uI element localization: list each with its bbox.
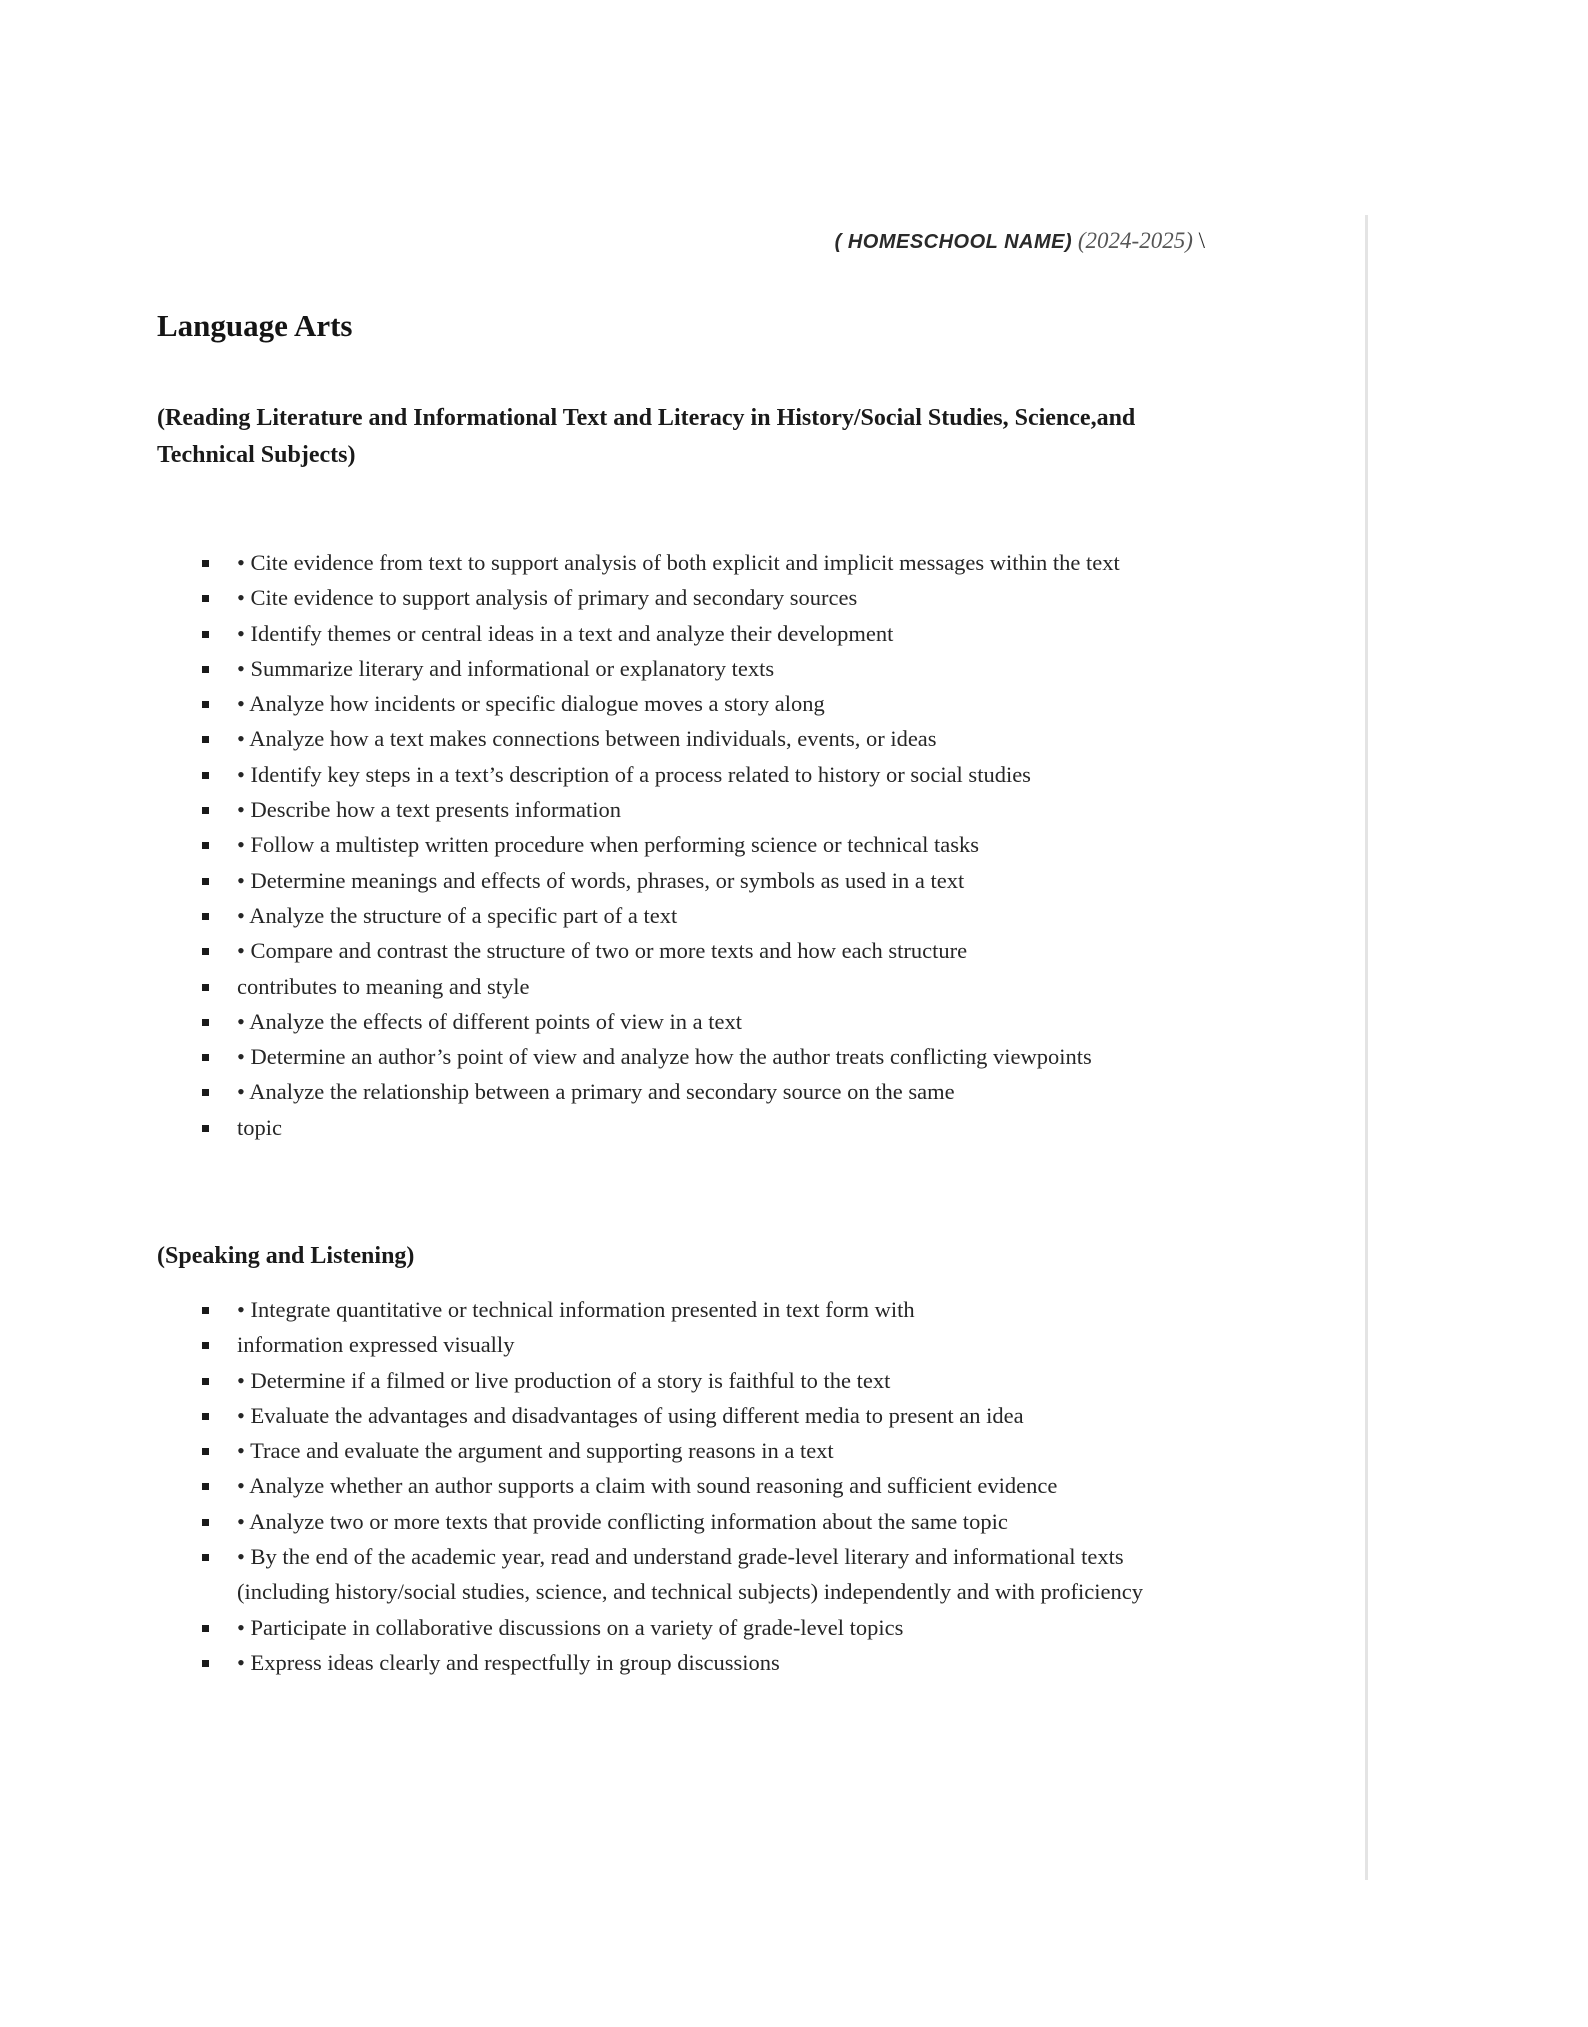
bullet-icon <box>202 878 209 885</box>
list-item: • Determine an author’s point of view and analyze how the author treats conflicting viewpoints <box>157 1039 1217 1074</box>
list-item: • By the end of the academic year, read and understand grade-level literary and informational texts (including history/social studies, science, and technical subjects) independently and with proficiency <box>157 1539 1217 1610</box>
bullet-icon <box>202 1519 209 1526</box>
bullet-icon <box>202 948 209 955</box>
list-item: • Determine meanings and effects of words, phrases, or symbols as used in a text <box>157 863 1217 898</box>
bullet-icon <box>202 1342 209 1349</box>
list-item: • Follow a multistep written procedure when performing science or technical tasks <box>157 827 1217 862</box>
header-trailing-mark: \ <box>1198 228 1205 253</box>
list-item: topic <box>157 1110 1217 1145</box>
bullet-icon <box>202 736 209 743</box>
section-title: Language Arts <box>157 308 353 343</box>
speaking-standards-list <box>157 1292 1217 1680</box>
speaking-listening-heading: (Speaking and Listening) <box>157 1243 415 1269</box>
homeschool-name: ( HOMESCHOOL NAME) <box>834 231 1073 253</box>
list-item: • Express ideas clearly and respectfully in group discussions <box>157 1645 1217 1680</box>
list-item: • Analyze whether an author supports a claim with sound reasoning and sufficient evidence <box>157 1468 1217 1503</box>
bullet-icon <box>202 631 209 638</box>
list-item: • Analyze how a text makes connections between individuals, events, or ideas <box>157 721 1217 756</box>
bullet-icon <box>202 1307 209 1314</box>
list-item: • Cite evidence from text to support analysis of both explicit and implicit messages within the text <box>157 545 1217 580</box>
bullet-icon <box>202 1625 209 1632</box>
list-item: • Identify key steps in a text’s description of a process related to history or social studies <box>157 757 1217 792</box>
list-item: information expressed visually <box>157 1327 1217 1362</box>
bullet-icon <box>202 984 209 991</box>
list-item: • Analyze the relationship between a primary and secondary source on the same <box>157 1074 1217 1109</box>
reading-standards-list <box>157 545 1217 1145</box>
bullet-icon <box>202 666 209 673</box>
list-item: • Identify themes or central ideas in a text and analyze their development <box>157 616 1217 651</box>
list-item: • Analyze how incidents or specific dialogue moves a story along <box>157 686 1217 721</box>
bullet-icon <box>202 842 209 849</box>
list-item: • Integrate quantitative or technical information presented in text form with <box>157 1292 1217 1327</box>
bullet-icon <box>202 772 209 779</box>
bullet-icon <box>202 1019 209 1026</box>
bullet-icon <box>202 1378 209 1385</box>
list-item: • Compare and contrast the structure of two or more texts and how each structure <box>157 933 1217 968</box>
list-item: contributes to meaning and style <box>157 969 1217 1004</box>
list-item: • Evaluate the advantages and disadvantages of using different media to present an idea <box>157 1398 1217 1433</box>
list-item: • Cite evidence to support analysis of primary and secondary sources <box>157 580 1217 615</box>
list-item: • Analyze the effects of different points of view in a text <box>157 1004 1217 1039</box>
list-item: • Describe how a text presents information <box>157 792 1217 827</box>
list-item: • Analyze two or more texts that provide conflicting information about the same topic <box>157 1504 1217 1539</box>
bullet-icon <box>202 1554 209 1561</box>
school-year: (2024-2025) <box>1077 228 1193 253</box>
bullet-icon <box>202 1125 209 1132</box>
list-item: • Analyze the structure of a specific part of a text <box>157 898 1217 933</box>
reading-subtitle: (Reading Literature and Informational Text and Literacy in History/Social Studies, Science,and Technical Subjects) <box>157 405 1136 468</box>
bullet-icon <box>202 595 209 602</box>
list-item: • Summarize literary and informational or explanatory texts <box>157 651 1217 686</box>
bullet-icon <box>202 701 209 708</box>
bullet-icon <box>202 807 209 814</box>
list-item: • Participate in collaborative discussions on a variety of grade-level topics <box>157 1610 1217 1645</box>
page-margin-line <box>1365 215 1368 1880</box>
bullet-icon <box>202 1660 209 1667</box>
bullet-icon <box>202 913 209 920</box>
bullet-icon <box>202 1089 209 1096</box>
bullet-icon <box>202 1448 209 1455</box>
list-item: • Trace and evaluate the argument and supporting reasons in a text <box>157 1433 1217 1468</box>
bullet-icon <box>202 1483 209 1490</box>
list-item: • Determine if a filmed or live production of a story is faithful to the text <box>157 1363 1217 1398</box>
bullet-icon <box>202 1413 209 1420</box>
document-header <box>700 228 1205 254</box>
bullet-icon <box>202 1054 209 1061</box>
bullet-icon <box>202 560 209 567</box>
